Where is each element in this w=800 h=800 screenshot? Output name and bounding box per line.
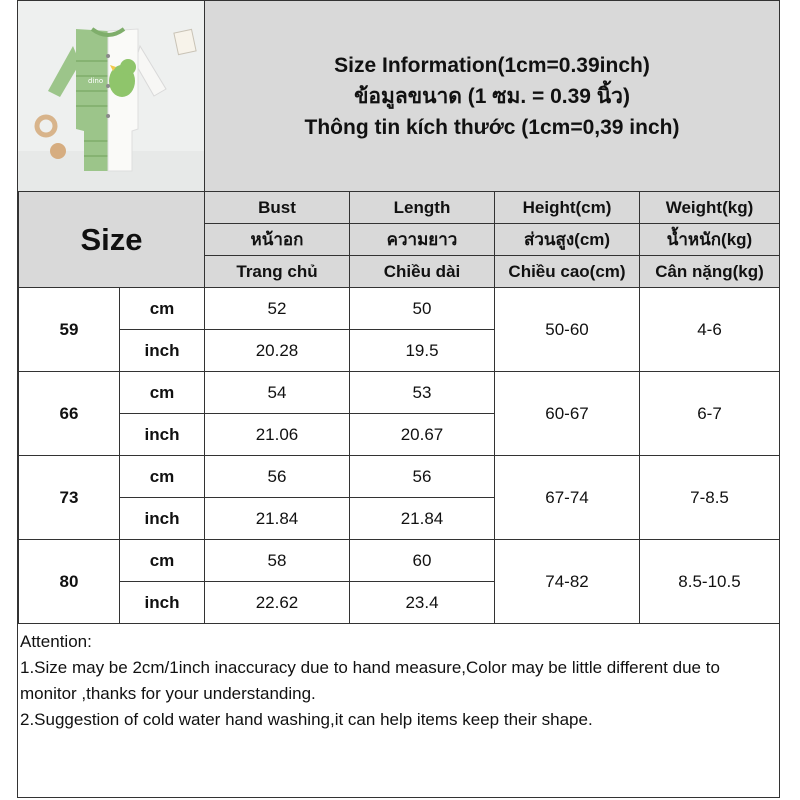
height-range: 50-60 (495, 288, 640, 372)
size-chart-sheet (17, 0, 780, 798)
length-inch: 19.5 (350, 330, 495, 372)
col-height-th: ส่วนสูง(cm) (495, 224, 640, 256)
table-row (19, 456, 780, 498)
length-cm: 60 (350, 540, 495, 582)
col-length-en: Length (350, 192, 495, 224)
weight-range: 7-8.5 (640, 456, 780, 540)
table-row (19, 540, 780, 582)
height-range: 67-74 (495, 456, 640, 540)
col-bust-vi: Trang chủ (205, 256, 350, 288)
col-weight-th: น้ำหนัก(kg) (640, 224, 780, 256)
unit-inch: inch (120, 330, 205, 372)
header-row-en (19, 192, 780, 224)
bust-cm: 56 (205, 456, 350, 498)
length-inch: 20.67 (350, 414, 495, 456)
unit-cm: cm (120, 372, 205, 414)
size-header: Size (19, 192, 205, 288)
height-range: 74-82 (495, 540, 640, 624)
col-bust-th: หน้าอก (205, 224, 350, 256)
bust-cm: 52 (205, 288, 350, 330)
weight-range: 6-7 (640, 372, 780, 456)
svg-text:dino: dino (88, 77, 104, 85)
size-value: 66 (19, 372, 120, 456)
weight-range: 8.5-10.5 (640, 540, 780, 624)
note-item: 2.Suggestion of cold water hand washing,it can help items keep their shape. (20, 710, 593, 729)
unit-inch: inch (120, 414, 205, 456)
bust-cm: 58 (205, 540, 350, 582)
size-table (18, 191, 780, 624)
title-thai: ข้อมูลขนาด (1 ซม. = 0.39 นิ้ว) (354, 84, 630, 108)
length-cm: 56 (350, 456, 495, 498)
title-vietnamese: Thông tin kích thước (1cm=0,39 inch) (304, 115, 680, 139)
length-cm: 53 (350, 372, 495, 414)
unit-inch: inch (120, 582, 205, 624)
col-weight-vi: Cân nặng(kg) (640, 256, 780, 288)
unit-cm: cm (120, 456, 205, 498)
col-weight-en: Weight(kg) (640, 192, 780, 224)
weight-range: 4-6 (640, 288, 780, 372)
bust-inch: 21.84 (205, 498, 350, 540)
length-cm: 50 (350, 288, 495, 330)
product-photo (18, 1, 205, 191)
col-length-th: ความยาว (350, 224, 495, 256)
size-value: 59 (19, 288, 120, 372)
header-banner (18, 1, 779, 192)
title-block (205, 1, 779, 191)
baby-romper-image (18, 1, 204, 191)
length-inch: 21.84 (350, 498, 495, 540)
title-english: Size Information(1cm=0.39inch) (334, 53, 650, 77)
unit-cm: cm (120, 288, 205, 330)
col-height-en: Height(cm) (495, 192, 640, 224)
col-height-vi: Chiều cao(cm) (495, 256, 640, 288)
unit-inch: inch (120, 498, 205, 540)
col-bust-en: Bust (205, 192, 350, 224)
height-range: 60-67 (495, 372, 640, 456)
size-value: 73 (19, 456, 120, 540)
bust-inch: 20.28 (205, 330, 350, 372)
size-value: 80 (19, 540, 120, 624)
length-inch: 23.4 (350, 582, 495, 624)
unit-cm: cm (120, 540, 205, 582)
bust-cm: 54 (205, 372, 350, 414)
bust-inch: 22.62 (205, 582, 350, 624)
attention-notes (20, 629, 777, 733)
table-row (19, 372, 780, 414)
note-item: 1.Size may be 2cm/1inch inaccuracy due to hand measure,Color may be little different due to monitor ,thanks for your understanding. (20, 658, 720, 703)
table-row (19, 288, 780, 330)
col-length-vi: Chiều dài (350, 256, 495, 288)
notes-heading: Attention: (20, 632, 92, 651)
bust-inch: 21.06 (205, 414, 350, 456)
